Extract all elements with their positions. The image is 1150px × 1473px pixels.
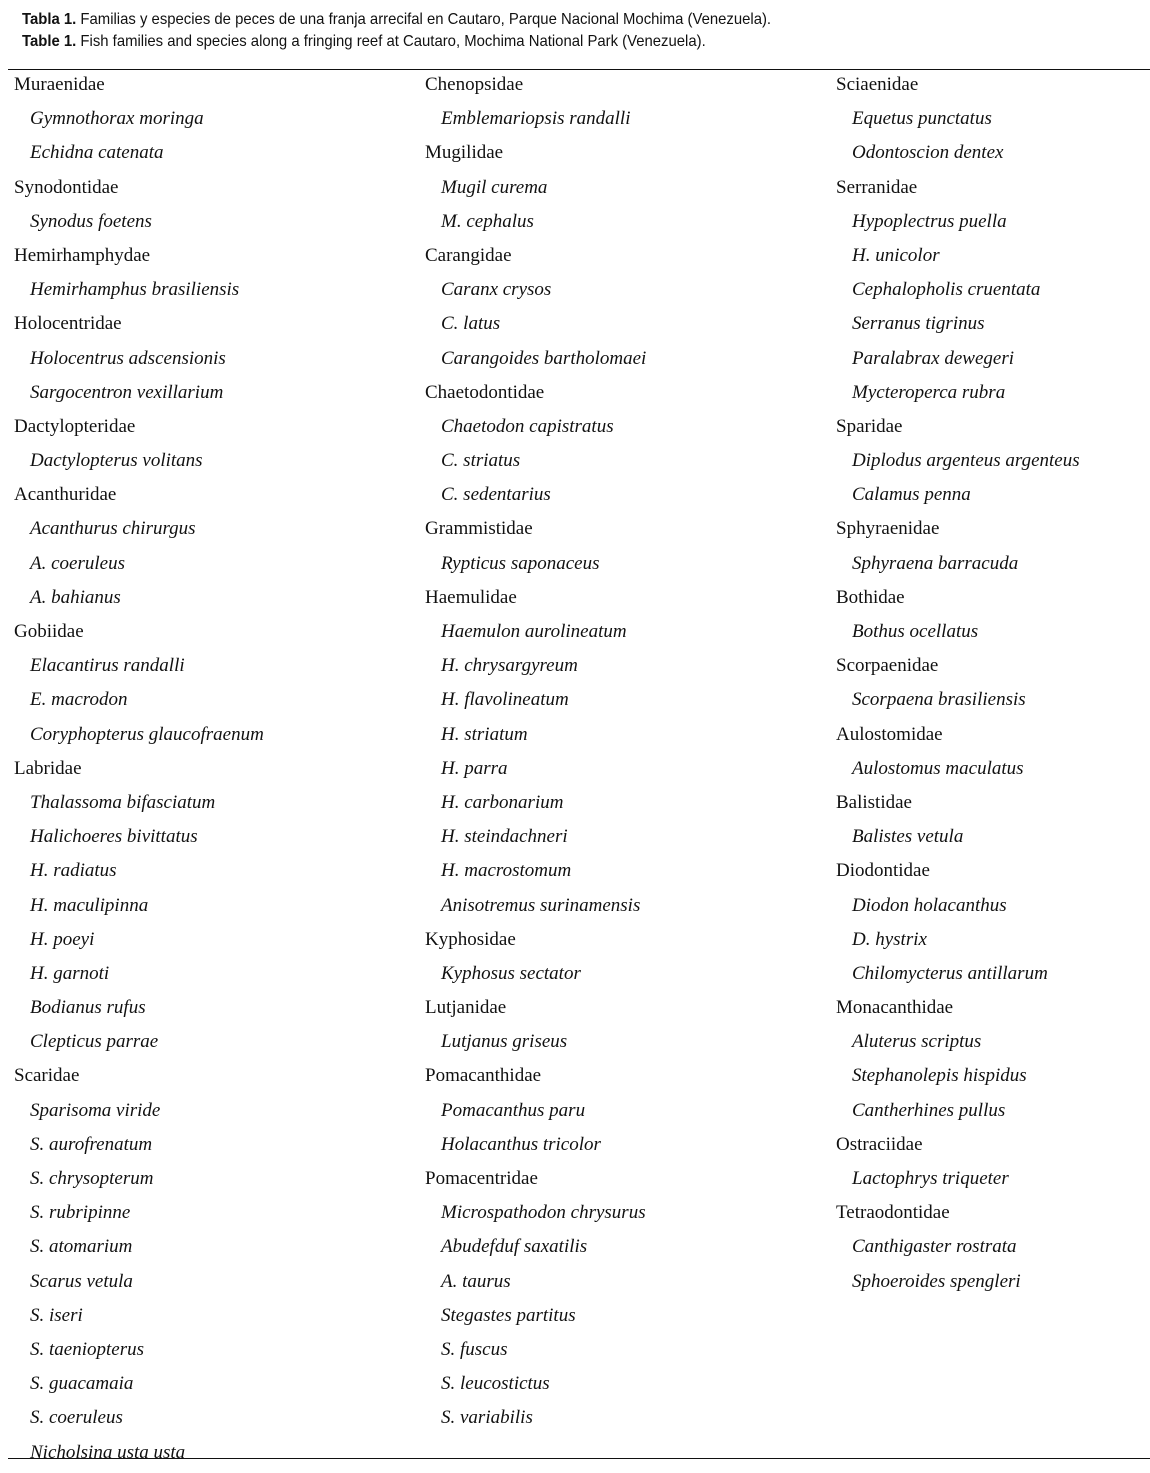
species-name: Bothus ocellatus — [852, 621, 979, 642]
species-name: C. striatus — [441, 450, 521, 472]
species-name: Synodus foetens — [30, 210, 152, 232]
species-name: Dactylopterus volitans — [30, 450, 203, 472]
species-name: S. guacamaia — [30, 1373, 134, 1395]
table-column-1 — [14, 71, 414, 1473]
species-name: Hypoplectrus puella — [852, 210, 1007, 232]
caption-spanish-text: Familias y especies de peces de una franja arrecifal en Cautaro, Parque Nacional Mochima (Venezuela). — [76, 11, 772, 28]
species-name: Scarus vetula — [30, 1270, 133, 1292]
family-name: Kyphosidae — [425, 928, 516, 950]
species-name: D. hystrix — [852, 928, 927, 950]
species-name: Paralabrax dewegeri — [852, 347, 1015, 369]
species-name: Emblemariopsis randalli — [441, 108, 631, 130]
family-name: Ostraciidae — [836, 1133, 923, 1155]
family-name: Bothidae — [836, 586, 905, 608]
species-name: Scorpaena brasiliensis — [852, 689, 1026, 711]
species-name: H. radiatus — [30, 860, 117, 882]
species-name: Equetus punctatus — [852, 108, 992, 130]
species-name: Coryphopterus glaucofraenum — [30, 723, 264, 745]
caption-english-label: Table 1. — [22, 33, 77, 50]
species-name: Gymnothorax moringa — [30, 108, 204, 130]
species-name: H. maculipinna — [30, 894, 149, 916]
species-name: Sphoeroides spengleri — [852, 1270, 1021, 1292]
table-column-2 — [425, 71, 825, 1439]
family-name: Sphyraenidae — [836, 518, 940, 540]
species-name: H. macrostomum — [441, 860, 572, 882]
species-name: Canthigaster rostrata — [852, 1236, 1017, 1258]
species-name: C. latus — [441, 313, 501, 335]
species-name: H. parra — [441, 757, 508, 779]
species-name: S. leucostictus — [441, 1373, 550, 1395]
species-name: Chilomycterus antillarum — [852, 962, 1048, 984]
species-name: S. atomarium — [30, 1236, 133, 1258]
family-name: Holocentridae — [14, 313, 122, 335]
species-name: H. steindachneri — [441, 826, 568, 848]
family-name: Grammistidae — [425, 518, 533, 540]
species-name: Chaetodon capistratus — [441, 415, 614, 437]
species-name: Holacanthus tricolor — [441, 1133, 601, 1155]
species-name: Echidna catenata — [30, 142, 164, 164]
caption-spanish-label: Tabla 1. — [22, 11, 77, 28]
species-name: Lactophrys triqueter — [852, 1168, 1009, 1189]
species-name: C. sedentarius — [441, 484, 551, 506]
family-name: Aulostomidae — [836, 723, 943, 745]
caption-english-text: Fish families and species along a fringing reef at Cautaro, Mochima National Park (Venezuela). — [76, 33, 706, 50]
species-name: Diplodus argenteus argenteus — [852, 450, 1080, 472]
species-name: Cephalopholis cruentata — [852, 279, 1041, 301]
species-name: Elacantirus randalli — [30, 655, 185, 677]
species-name: Acanthurus chirurgus — [30, 518, 196, 540]
species-name: Aluterus scriptus — [852, 1031, 982, 1053]
species-name: Thalassoma bifasciatum — [30, 791, 216, 813]
species-name: Microspathodon chrysurus — [441, 1202, 646, 1224]
family-name: Pomacentridae — [425, 1168, 538, 1189]
species-name: Rypticus saponaceus — [441, 552, 600, 574]
species-name: Carangoides bartholomaei — [441, 347, 647, 369]
family-name: Chaetodontidae — [425, 381, 545, 403]
species-name: Balistes vetula — [852, 826, 964, 848]
species-name: A. taurus — [441, 1270, 511, 1292]
caption-english — [22, 31, 1054, 53]
species-name: Sargocentron vexillarium — [30, 381, 224, 403]
species-name: H. poeyi — [30, 928, 95, 950]
family-name: Tetraodontidae — [836, 1202, 950, 1224]
family-name: Balistidae — [836, 791, 912, 813]
family-name: Pomacanthidae — [425, 1065, 542, 1087]
species-name: H. flavolineatum — [441, 689, 569, 711]
species-name: Clepticus parrae — [30, 1031, 159, 1053]
species-name: Cantherhines pullus — [852, 1099, 1006, 1121]
species-name: S. coeruleus — [30, 1407, 123, 1429]
species-name: A. bahianus — [30, 586, 121, 608]
family-name: Chenopsidae — [425, 74, 524, 95]
family-name: Synodontidae — [14, 176, 119, 198]
species-name: Sparisoma viride — [30, 1099, 161, 1121]
table-bottom-rule — [8, 1458, 1150, 1459]
species-name: Halichoeres bivittatus — [30, 826, 198, 848]
species-name: Haemulon aurolineatum — [441, 621, 627, 642]
species-name: Mugil curema — [441, 176, 548, 198]
species-name: E. macrodon — [30, 689, 128, 711]
family-name: Sparidae — [836, 415, 903, 437]
species-name: Anisotremus surinamensis — [441, 894, 641, 916]
family-name: Muraenidae — [14, 74, 105, 95]
species-name: Nicholsina usta usta — [30, 1441, 186, 1463]
table-column-3 — [836, 71, 1150, 1302]
species-name: H. carbonarium — [441, 791, 564, 813]
species-name: S. chrysopterum — [30, 1168, 154, 1189]
caption-spanish — [22, 9, 1054, 31]
species-name: S. fuscus — [441, 1338, 508, 1360]
species-name: S. rubripinne — [30, 1202, 131, 1224]
family-name: Sciaenidae — [836, 74, 919, 95]
species-table — [0, 70, 1150, 1463]
species-name: Serranus tigrinus — [852, 313, 985, 335]
family-name: Labridae — [14, 757, 82, 779]
table-caption — [22, 9, 1054, 53]
species-name: Hemirhamphus brasiliensis — [30, 279, 240, 301]
family-name: Scorpaenidae — [836, 655, 939, 677]
family-name: Lutjanidae — [425, 997, 507, 1019]
species-name: Aulostomus maculatus — [852, 757, 1024, 779]
species-name: Stegastes partitus — [441, 1304, 576, 1326]
species-name: H. unicolor — [852, 244, 940, 266]
species-name: Holocentrus adscensionis — [30, 347, 226, 369]
species-name: Stephanolepis hispidus — [852, 1065, 1027, 1087]
species-name: A. coeruleus — [30, 552, 125, 574]
family-name: Acanthuridae — [14, 484, 117, 506]
family-name: Hemirhamphydae — [14, 244, 151, 266]
species-name: S. aurofrenatum — [30, 1133, 153, 1155]
species-name: H. garnoti — [30, 962, 110, 984]
species-name: Abudefduf saxatilis — [441, 1236, 588, 1258]
family-name: Serranidae — [836, 176, 918, 198]
species-name: Sphyraena barracuda — [852, 552, 1019, 574]
species-name: Diodon holacanthus — [852, 894, 1007, 916]
family-name: Carangidae — [425, 244, 512, 266]
species-name: H. striatum — [441, 723, 528, 745]
species-name: Mycteroperca rubra — [852, 381, 1006, 403]
species-name: Bodianus rufus — [30, 997, 146, 1019]
family-name: Monacanthidae — [836, 997, 954, 1019]
species-name: S. variabilis — [441, 1407, 533, 1429]
species-name: Pomacanthus paru — [441, 1099, 586, 1121]
species-name: Calamus penna — [852, 484, 971, 506]
family-name: Diodontidae — [836, 860, 930, 882]
species-name: H. chrysargyreum — [441, 655, 578, 677]
family-name: Dactylopteridae — [14, 415, 136, 437]
family-name: Mugilidae — [425, 142, 504, 164]
species-name: Lutjanus griseus — [441, 1031, 568, 1053]
species-name: Kyphosus sectator — [441, 962, 581, 984]
species-name: Odontoscion dentex — [852, 142, 1004, 164]
species-name: M. cephalus — [441, 210, 534, 232]
species-name: S. iseri — [30, 1304, 83, 1326]
species-name: S. taeniopterus — [30, 1338, 144, 1360]
family-name: Gobiidae — [14, 621, 84, 642]
species-name: Caranx crysos — [441, 279, 552, 301]
family-name: Haemulidae — [425, 586, 517, 608]
family-name: Scaridae — [14, 1065, 80, 1087]
